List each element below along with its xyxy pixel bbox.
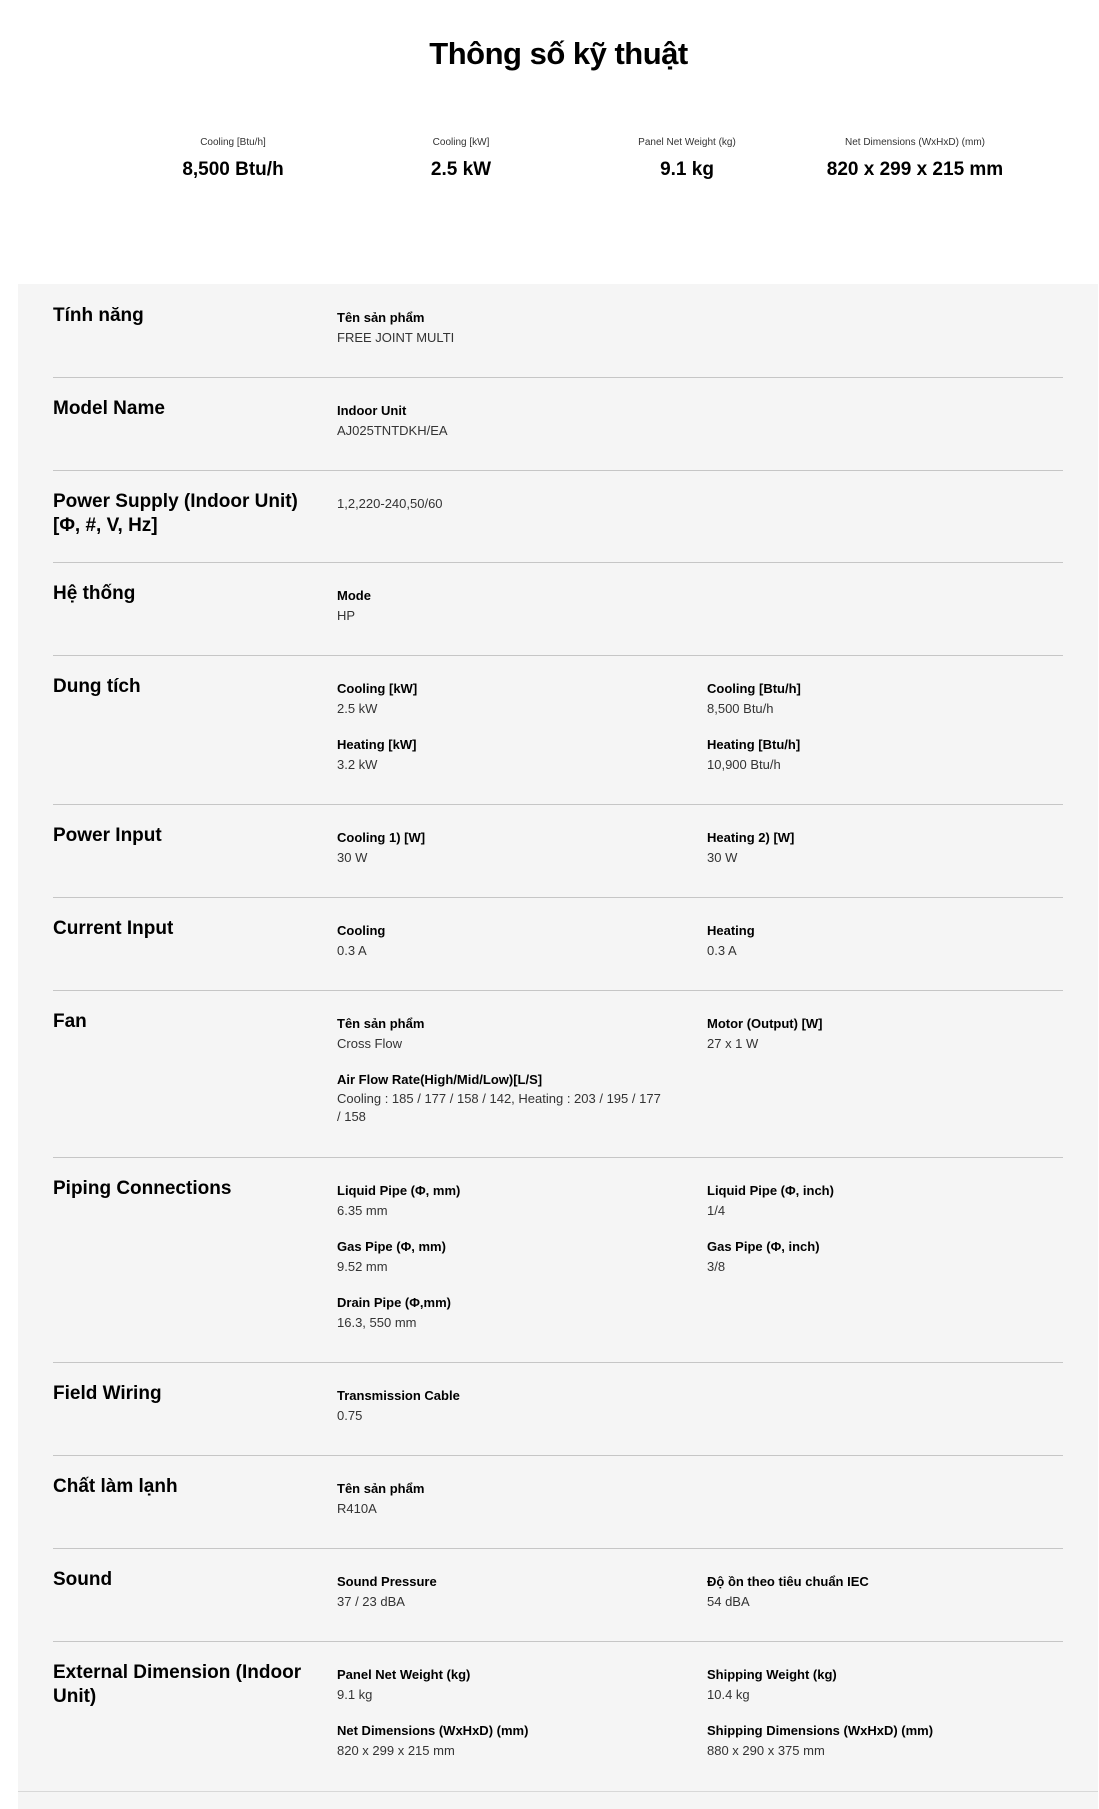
spec-label: Gas Pipe (Φ, inch) <box>707 1239 820 1254</box>
summary-value: 820 x 299 x 215 mm <box>826 159 1004 180</box>
spec-field <box>337 828 667 868</box>
spec-value: 1,2,220-240,50/60 <box>337 496 443 511</box>
spec-label: Cooling <box>337 923 386 938</box>
spec-label: Liquid Pipe (Φ, inch) <box>707 1183 834 1198</box>
spec-field <box>337 1665 667 1705</box>
spec-value: 9.1 kg <box>337 1687 373 1702</box>
spec-table <box>18 284 1098 1809</box>
spec-field <box>707 1572 1047 1612</box>
spec-field <box>707 828 1047 868</box>
spec-label: Transmission Cable <box>337 1388 460 1403</box>
spec-label: Indoor Unit <box>337 403 407 418</box>
spec-category-title: Field Wiring <box>53 1383 162 1404</box>
spec-label: Net Dimensions (WxHxD) (mm) <box>337 1723 529 1738</box>
spec-label: Gas Pipe (Φ, mm) <box>337 1239 446 1254</box>
spec-field <box>707 1181 1047 1221</box>
spec-label: Độ ồn theo tiêu chuẩn IEC <box>707 1574 869 1589</box>
spec-value: 54 dBA <box>707 1594 750 1609</box>
spec-label: Tên sản phẩm <box>337 310 425 325</box>
spec-category-title: External Dimension (Indoor Unit) <box>53 1662 302 1707</box>
spec-value: 16.3, 550 mm <box>337 1315 417 1330</box>
spec-value: 1/4 <box>707 1203 726 1218</box>
spec-category-title: Piping Connections <box>53 1178 232 1199</box>
spec-row-external-dimension <box>53 1641 1063 1791</box>
spec-category-title: Model Name <box>53 398 165 419</box>
spec-label: Shipping Weight (kg) <box>707 1667 837 1682</box>
summary-value: 2.5 kW <box>430 159 492 180</box>
summary-value: 9.1 kg <box>660 159 714 180</box>
summary-item <box>785 137 1045 181</box>
spec-row-refrigerant <box>53 1455 1063 1549</box>
spec-value: 27 x 1 W <box>707 1036 759 1051</box>
spec-value: 880 x 290 x 375 mm <box>707 1743 825 1758</box>
spec-value: 2.5 kW <box>337 701 378 716</box>
spec-field <box>337 1386 667 1426</box>
spec-field <box>337 1014 667 1054</box>
spec-value: 8,500 Btu/h <box>707 701 774 716</box>
spec-field <box>337 308 667 348</box>
spec-label: Cooling [Btu/h] <box>707 681 801 696</box>
spec-value: 0.3 A <box>337 943 367 958</box>
spec-category-title: Tính năng <box>53 305 144 326</box>
spec-field <box>337 1293 667 1333</box>
spec-label: Heating <box>707 923 755 938</box>
spec-row-piping <box>53 1157 1063 1363</box>
spec-label: Tên sản phẩm <box>337 1481 425 1496</box>
spec-field <box>707 735 1047 775</box>
spec-label: Drain Pipe (Φ,mm) <box>337 1295 451 1310</box>
spec-value: 0.3 A <box>707 943 737 958</box>
spec-field <box>707 679 1047 719</box>
spec-category-title: Power Supply (Indoor Unit) [Φ, #, V, Hz] <box>53 491 298 536</box>
spec-value: 10.4 kg <box>707 1687 750 1702</box>
spec-label: Shipping Dimensions (WxHxD) (mm) <box>707 1723 934 1738</box>
spec-category-title: Sound <box>53 1569 113 1590</box>
spec-category-title: Dung tích <box>53 676 141 697</box>
spec-category-title: Hệ thống <box>53 583 136 604</box>
spec-value: 30 W <box>337 850 368 865</box>
spec-label: Sound Pressure <box>337 1574 437 1589</box>
summary-item <box>331 137 591 181</box>
spec-value: 6.35 mm <box>337 1203 388 1218</box>
spec-field <box>337 401 667 441</box>
summary-label: Panel Net Weight (kg) <box>638 137 736 148</box>
spec-row-power-input <box>53 804 1063 898</box>
spec-field <box>337 1070 667 1126</box>
spec-value: FREE JOINT MULTI <box>337 330 455 345</box>
spec-value: 30 W <box>707 850 738 865</box>
spec-field <box>337 1237 667 1277</box>
spec-value: 37 / 23 dBA <box>337 1594 405 1609</box>
spec-field <box>337 1181 667 1221</box>
spec-value: 3/8 <box>707 1259 726 1274</box>
spec-field <box>707 921 1047 961</box>
spec-value: HP <box>337 608 356 623</box>
spec-value: 3.2 kW <box>337 757 378 772</box>
spec-label: Liquid Pipe (Φ, mm) <box>337 1183 461 1198</box>
spec-row-model <box>53 377 1063 471</box>
spec-label: Air Flow Rate(High/Mid/Low)[L/S] <box>337 1072 543 1087</box>
spec-label: Heating [kW] <box>337 737 417 752</box>
spec-value: 9.52 mm <box>337 1259 388 1274</box>
spec-label: Cooling [kW] <box>337 681 418 696</box>
divider <box>18 1791 1098 1792</box>
spec-row-system <box>53 562 1063 656</box>
spec-value: AJ025TNTDKH/EA <box>337 423 448 438</box>
spec-row-current-input <box>53 897 1063 991</box>
spec-category-title: Fan <box>53 1011 87 1032</box>
spec-row-power-supply <box>53 470 1063 563</box>
spec-value: 820 x 299 x 215 mm <box>337 1743 455 1758</box>
spec-row-fan <box>53 990 1063 1158</box>
spec-field <box>337 1479 667 1519</box>
spec-field <box>707 1014 1047 1054</box>
spec-row-sound <box>53 1548 1063 1642</box>
spec-label: Tên sản phẩm <box>337 1016 425 1031</box>
summary-item <box>103 137 363 181</box>
summary-label: Cooling [Btu/h] <box>200 137 266 148</box>
spec-label: Motor (Output) [W] <box>707 1016 823 1031</box>
summary-label: Net Dimensions (WxHxD) (mm) <box>845 137 985 148</box>
spec-category-title: Chất làm lạnh <box>53 1476 178 1497</box>
spec-label: Panel Net Weight (kg) <box>337 1667 471 1682</box>
spec-field <box>337 586 667 626</box>
page-title: Thông số kỹ thuật <box>429 36 688 71</box>
spec-field <box>707 1721 1047 1761</box>
spec-row-features <box>53 284 1063 378</box>
spec-value: R410A <box>337 1501 377 1516</box>
spec-label: Mode <box>337 588 371 603</box>
spec-field <box>707 1237 1047 1277</box>
spec-field <box>337 735 667 775</box>
spec-value: 10,900 Btu/h <box>707 757 781 772</box>
spec-value: Cross Flow <box>337 1036 403 1051</box>
spec-field <box>337 921 667 961</box>
spec-category-title: Power Input <box>53 825 162 846</box>
spec-field <box>707 1665 1047 1705</box>
key-specs-summary <box>0 137 1099 197</box>
spec-field <box>337 679 667 719</box>
summary-value: 8,500 Btu/h <box>182 159 284 180</box>
spec-row-field-wiring <box>53 1362 1063 1456</box>
spec-label: Heating [Btu/h] <box>707 737 801 752</box>
spec-label: Heating 2) [W] <box>707 830 795 845</box>
spec-field <box>337 494 667 514</box>
spec-value: Cooling : 185 / 177 / 158 / 142, Heating : 203 / 195 / 177 / 158 <box>337 1091 661 1124</box>
spec-field <box>337 1721 667 1761</box>
spec-label: Cooling 1) [W] <box>337 830 426 845</box>
spec-field <box>337 1572 667 1612</box>
summary-item <box>557 137 817 181</box>
spec-category-title: Current Input <box>53 918 174 939</box>
summary-label: Cooling [kW] <box>432 137 490 148</box>
spec-row-capacity <box>53 655 1063 805</box>
spec-value: 0.75 <box>337 1408 363 1423</box>
